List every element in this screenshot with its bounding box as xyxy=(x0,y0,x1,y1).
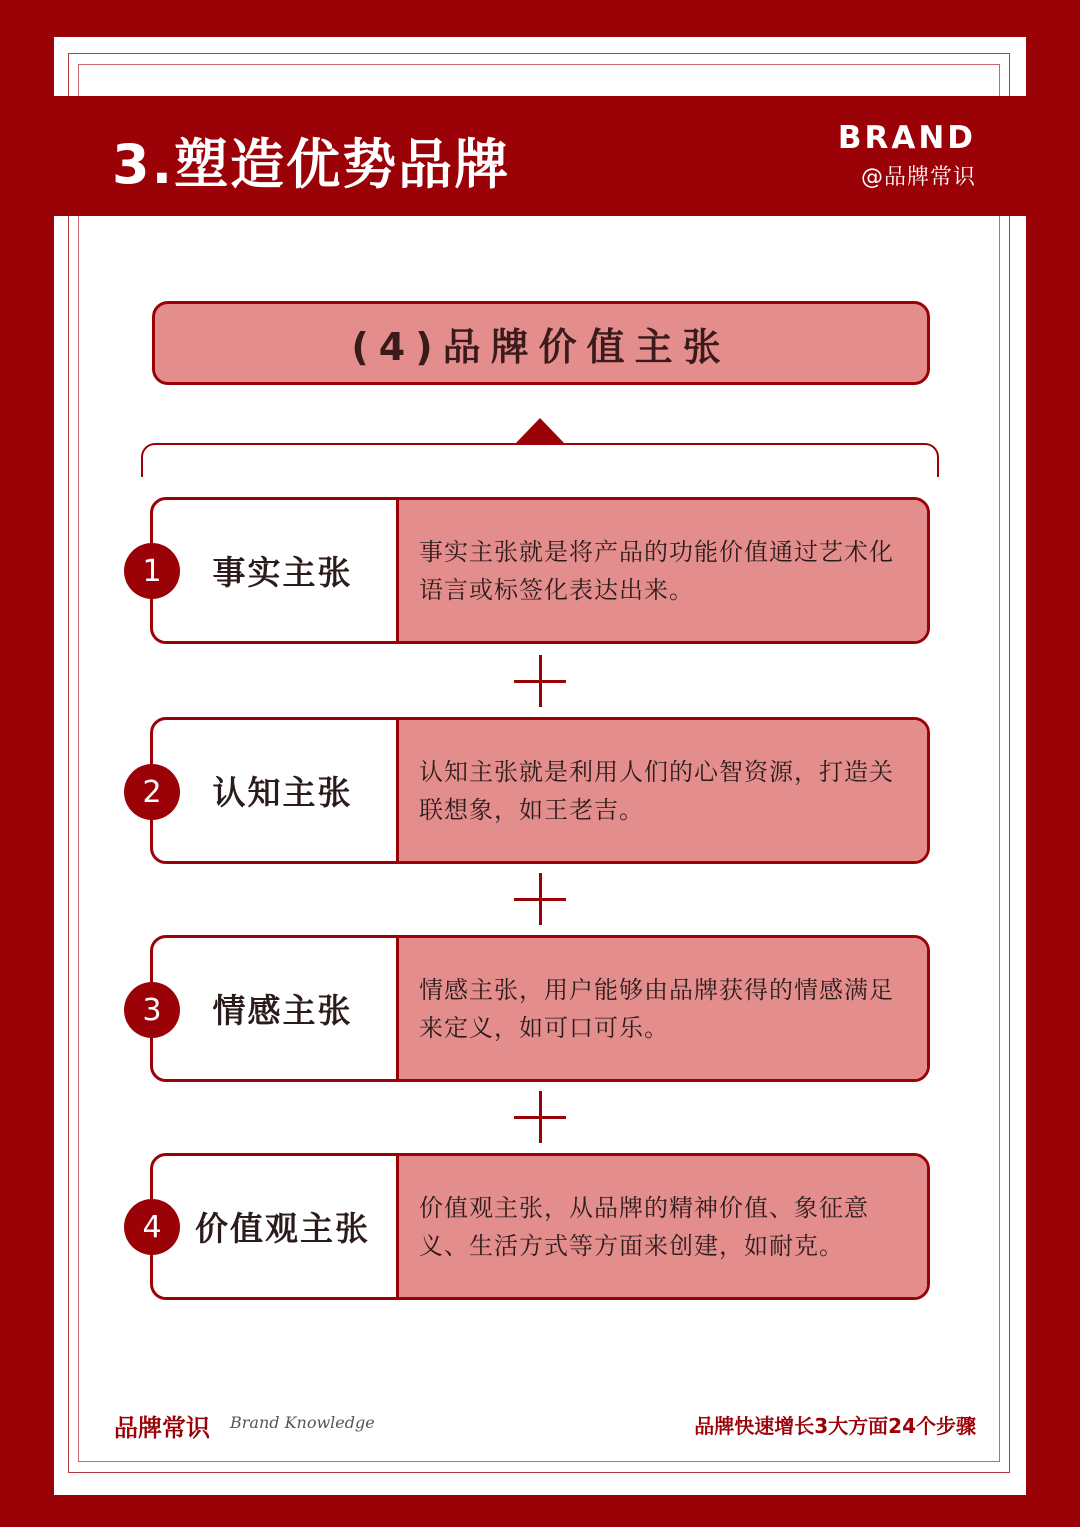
plus-icon xyxy=(514,1091,566,1143)
claim-description-box xyxy=(396,500,927,641)
plus-icon xyxy=(514,655,566,707)
plus-icon xyxy=(514,873,566,925)
page-title: 3.塑造优势品牌 xyxy=(112,133,511,196)
bracket-arrow-icon xyxy=(515,418,565,444)
section-title-box xyxy=(152,301,930,385)
claim-number-badge: 2 xyxy=(124,764,180,820)
footer-series-title: 品牌快速增长3大方面24个步骤 xyxy=(694,1414,976,1438)
section-title: (4)品牌价值主张 xyxy=(351,324,731,369)
claim-label: 事实主张 xyxy=(212,553,353,592)
bracket-connector xyxy=(141,443,939,477)
claim-description: 价值观主张，从品牌的精神价值、象征意义、生活方式等方面来创建，如耐克。 xyxy=(419,1193,869,1260)
claim-item xyxy=(150,935,930,1082)
footer-logo: 品牌常识 xyxy=(114,1413,210,1442)
claim-item xyxy=(150,717,930,864)
brand-handle: @品牌常识 xyxy=(860,165,976,190)
brand-word: BRAND xyxy=(837,120,976,156)
claim-number-badge: 4 xyxy=(124,1199,180,1255)
claim-label: 情感主张 xyxy=(212,991,353,1030)
claim-description-box xyxy=(396,720,927,861)
claim-description-box xyxy=(396,1156,927,1297)
footer-logo-script: Brand Knowledge xyxy=(230,1413,375,1432)
claim-description-box xyxy=(396,938,927,1079)
claim-description: 情感主张，用户能够由品牌获得的情感满足来定义，如可口可乐。 xyxy=(419,975,894,1042)
claim-item xyxy=(150,497,930,644)
claim-description: 事实主张就是将产品的功能价值通过艺术化语言或标签化表达出来。 xyxy=(419,537,894,604)
claim-label: 认知主张 xyxy=(212,773,353,812)
claim-item xyxy=(150,1153,930,1300)
claim-description: 认知主张就是利用人们的心智资源，打造关联想象，如王老吉。 xyxy=(419,757,894,824)
claim-number-badge: 1 xyxy=(124,543,180,599)
claim-label: 价值观主张 xyxy=(195,1209,370,1248)
claim-number-badge: 3 xyxy=(124,982,180,1038)
